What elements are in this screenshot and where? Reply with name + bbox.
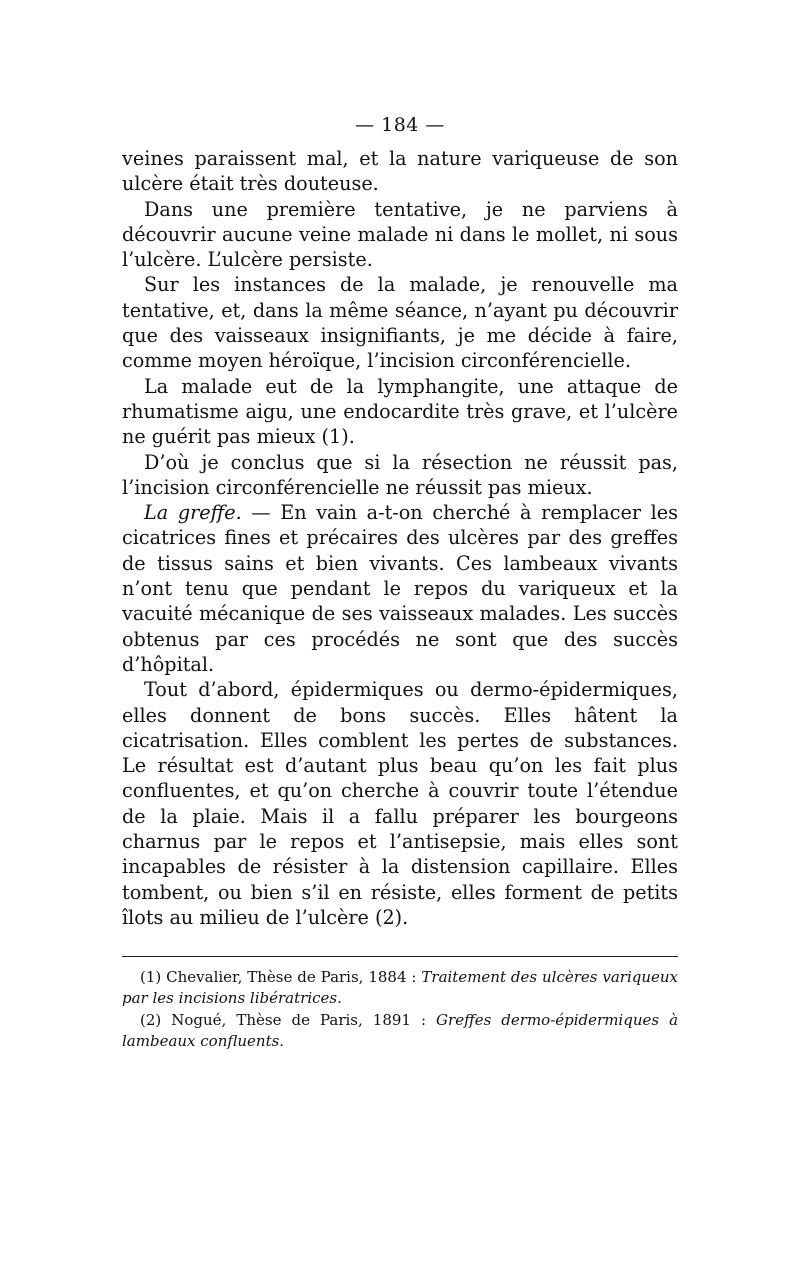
footnotes	[122, 967, 678, 1051]
footnote-1-title: Traitement des ulcères variqueux par les incisions libératrices.	[122, 968, 679, 1007]
paragraph-3: Sur les instances de la malade, je renouvelle ma tentative, et, dans la même séance, n’ayant pu découvrir que des vaisseaux insignifiants, je me décide à faire, comme moyen héroïque, l’incision circonférencielle.	[122, 273, 678, 373]
page-number: — 184 —	[355, 114, 445, 136]
footnote-2-prefix: (2) Nogué, Thèse de Paris, 1891 :	[140, 1011, 437, 1030]
paragraph-7: Tout d’abord, épidermiques ou dermo-épidermiques, elles donnent de bons succès. Elles hâtent la cicatrisation. Elles comblent les pertes de substances. Le résultat est d’autant plus beau qu’on les fait plus confluentes, et qu’on cherche à couvrir toute l’étendue de la plaie. Mais il a fallu préparer les bourgeons charnus par le repos et l’antisepsie, mais elles sont incapables de résister à la distension capillaire. Elles tombent, ou bien s’il en résiste, elles forment de petits îlots au milieu de l’ulcère (2).	[122, 678, 678, 929]
book-page	[122, 110, 678, 1053]
section-heading: La greffe.	[144, 501, 242, 525]
footnote-1	[122, 967, 678, 1008]
footnote-divider	[122, 956, 678, 957]
footnote-2	[122, 1010, 678, 1051]
paragraph-6	[122, 500, 678, 677]
paragraph-6-text: — En vain a-t-on cherché à remplacer les cicatrices fines et précaires des ulcères par des greffes de tissus sains et bien vivants. Ces lambeaux vivants n’ont tenu que pendant le repos du variqueux et la vacuité mécanique de ses vaisseaux malades. Les succès obtenus par ces procédés ne sont que des succès d’hôpital.	[122, 501, 678, 676]
paragraph-1: veines paraissent mal, et la nature variqueuse de son ulcère était très douteuse.	[122, 147, 678, 196]
paragraph-4: La malade eut de la lymphangite, une attaque de rhumatisme aigu, une endocardite très grave, et l’ulcère ne guérit pas mieux (1).	[122, 374, 678, 449]
main-text	[122, 146, 678, 930]
paragraph-5: D’où je conclus que si la résection ne réussit pas, l’incision circonférencielle ne réussit pas mieux.	[122, 450, 678, 499]
footnote-2-title: Greffes dermo-épidermiques à lambeaux confluents.	[122, 1011, 679, 1050]
paragraph-2: Dans une première tentative, je ne parviens à découvrir aucune veine malade ni dans le mollet, ni sous l’ulcère. L’ulcère persiste.	[122, 197, 678, 272]
footnote-1-prefix: (1) Chevalier, Thèse de Paris, 1884 :	[140, 968, 422, 987]
